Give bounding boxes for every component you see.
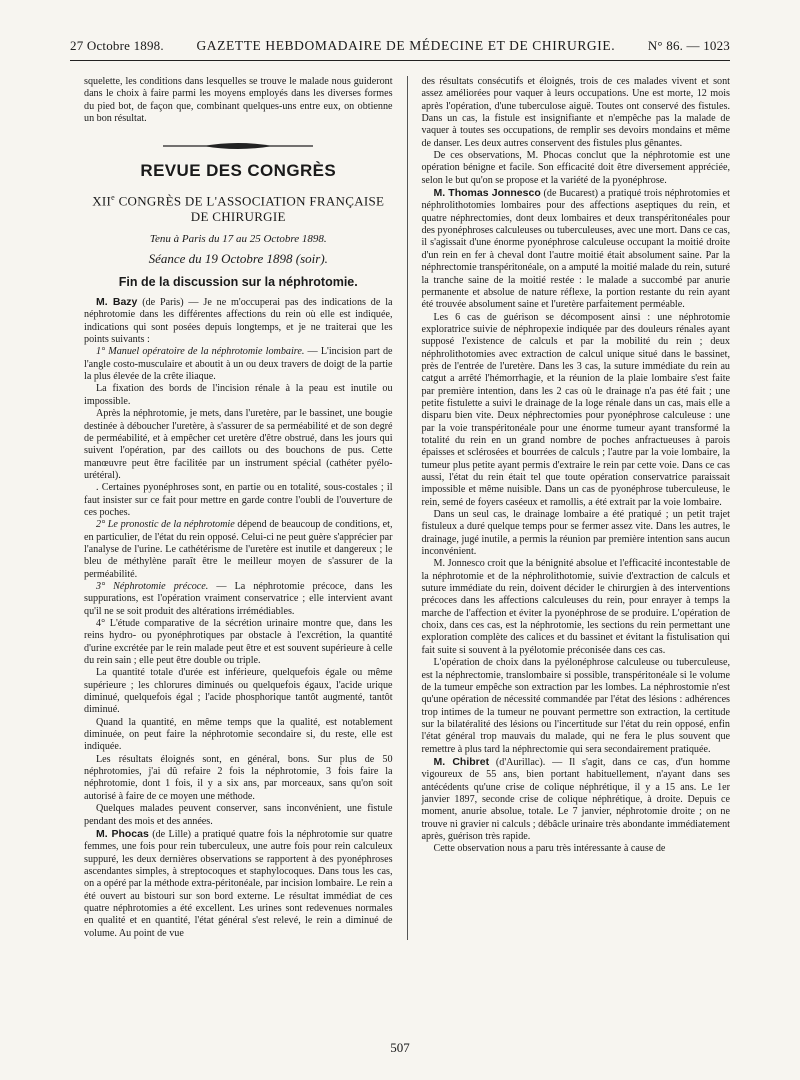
left-column [84, 76, 393, 940]
paragraph-fistule: Quelques malades peuvent conserver, sans inconvénient, une fistule pendant des mois et des années. [84, 803, 393, 827]
paragraph-chibret [421, 756, 730, 843]
paragraph-phocas [84, 828, 393, 940]
paragraph-text: dépend de beaucoup de conditions, et, en particulier, de l'état du rein opposé. Celui-ci ne peut guère s'apprécier par l'analyse de l'urine. Le cathétérisme de l'uretère est inutile et dangereux ; le bleu de méthylène paraît être le meilleur moyen de s'assurer de la perméabilité. [84, 519, 393, 580]
paragraph-text: — L'incision part de l'angle costo-musculaire et aboutit à un ou deux travers de doigt de la partie la plus élevée de la crête iliaque. [84, 346, 393, 383]
paragraph-guerison: Les 6 cas de guérison se décomposent ainsi : une néphrotomie exploratrice suivie de néphropexie indiquée par des douleurs rénales ayant supposé l'existence de calculs et par la mobilité du rein ; deux néphrolithotomies avec extraction de calcul unique situé dans le bassinet, près de l'entrée de l'uretère. Dans les 3 cas, la suture immédiate du rein au catgut a arrêté l'hémorrhagie, et la réunion de la plaie lombaire s'est faite par première intention, dans les 2 cas où le drainage n'a pas été fait ; une petite fistulette a suivi le drainage de la loge rénale dans un cas, mais elle a disparu bien vite. Deux néphrectomies pour pyonéphrose calculeuse : une par la voie transpéritonéale pour une énorme tumeur ayant transformé la totalité du rein en un grand nombre de poches anfractueuses à parois épaisses et sclérosées et bourrées de calculs ; l'autre par la voie lombaire, la tumeur plus petite ayant permis d'extraire le rein par cette voie. Dans ce cas aussi, l'état du rein était tel que toute opération conservatrice paraissait impossible et même nuisible. Dans un cas de pyonéphrose tuberculeuse, le rein, semé de foyers caséeux et ramollis, a été extrait par la voie lombaire. [421, 311, 730, 508]
section-title: REVUE DES CONGRÈS [140, 161, 337, 181]
right-column [421, 76, 730, 940]
ornament-rule-icon [163, 141, 313, 151]
paragraph-text: (de Lille) a pratiqué quatre fois la néphrotomie sur quatre femmes, une fois pour rein tuberculeux, une autre fois pour rein calculeux suppuré, les deux dernières observations se rapportent à des pyonéphroses ascendantes simples, à streptocoques et staphylocoques. Dans tous les cas, on a opéré par la méthode extra-péritonéale, par incision lombaire. Le rein a été ouvert au bistouri sur son bord externe. Le résultat immédiat de ces quatre néphrotomies a été excellent. Les urines sont redevenues normales en qualité et en quantité, l'état général s'est relevé, le rein a diminué de volume. Au point de vue [84, 828, 393, 939]
paragraph-resultats: Les résultats éloignés sont, en général, bons. Sur plus de 50 néphrotomies, j'ai dû refaire 2 fois la néphrotomie, 3 fois faire la néphrotomie, dont 1 fois, il y a six ans, par morceaux, sans qu'on soit autorisé à faire de ce moyen une méthode. [84, 753, 393, 802]
congress-place-date: Tenu à Paris du 17 au 25 Octobre 1898. [149, 233, 327, 246]
header-rule [70, 60, 730, 61]
paragraph-lead: 1° Manuel opératoire de la néphrotomie lombaire. [96, 346, 305, 358]
paragraph-pyonephroses: . Certaines pyonéphroses sont, en partie ou en totalité, sous-costales ; il faut insister sur ce fait pour mettre en garde contre l'oubli de l'ouverture de ces poches. [84, 482, 393, 518]
columns [84, 76, 730, 940]
issue-number: N° 86. — 1023 [647, 38, 730, 53]
paragraph-quantite: Quand la quantité, en même temps que la qualité, est notablement diminuée, on peut faire la néphrotomie secondaire si, du reste, elle est indiquée. [84, 716, 393, 753]
speaker-name: M. Chibret [433, 755, 490, 768]
paragraph-secretion: 4° L'étude comparative de la sécrétion urinaire montre que, dans les reins hydro- ou pyonéphrotiques par obstacle à l'excrétion, la quantité d'urine excrétée par le rein malade peut être et est souvent supérieure à celle du rein sain ; elle peut être double ou triple. [84, 618, 393, 667]
congress-name: CONGRÈS DE L'ASSOCIATION FRANÇAISE DE CHIRURGIE [115, 193, 385, 225]
speaker-name: M. Phocas [96, 827, 149, 840]
discussion-subtitle: Fin de la discussion sur la néphrotomie. [118, 274, 358, 289]
paragraph-continuation: des résultats consécutifs et éloignés, trois de ces malades vivent et sont assez améliorées pour vaquer à leurs occupations. Une est morte, 12 mois après l'opération, d'une tuberculose aiguë. Toutes ont conservé des fistules. Dans un cas, la fistule est insignifiante et n'empêche pas la malade de vaquer à toutes ses occupations, de remplir ses devoirs mondains et même de danser. Les deux autres conservent des fistules plus gênantes. [421, 76, 730, 149]
congress-title [84, 190, 393, 225]
journal-title: GAZETTE HEBDOMADAIRE DE MÉDECINE ET DE CHIRURGIE. [196, 38, 616, 53]
paragraph-bazy [84, 296, 393, 346]
paragraph-pronostic [84, 519, 393, 581]
paragraph-text: — La néphrotomie précoce, dans les suppurations, est l'opération vraiment conservatrice ; elle intervient avant qu'il ne se soit produit des altérations irrémédiables. [84, 580, 393, 617]
paragraph-fixation: La fixation des bords de l'incision rénale à la peau est inutile ou impossible. [84, 383, 393, 407]
paragraph-lead: 3° Néphrotomie précoce. [96, 580, 209, 592]
speaker-name: M. Thomas Jonnesco [433, 187, 541, 200]
paragraph-manuel [84, 346, 393, 383]
running-head [70, 38, 730, 54]
paragraph-text: (de Paris) — Je ne m'occuperai pas des indications de la néphrotomie dans les différentes affections du rein où elle est indiquée, indications qui sont posées depuis longtemps, et je ne traiterai que les points suivants : [84, 297, 393, 346]
paragraph-uree: La quantité totale d'urée est inférieure, quelquefois égale ou même supérieure ; les chlorures diminués ou quelquefois égaux, l'acide urique diminué, quelquefois égal ; l'acide phosphorique tantôt augmenté, tantôt diminué. [84, 667, 393, 716]
session-date: Séance du 19 Octobre 1898 (soir). [148, 251, 328, 267]
paragraph-lead: 2° Le pronostic de la néphrotomie [96, 519, 235, 531]
paragraph-text: (de Bucarest) a pratiqué trois néphrotomies et néphrolithotomies lombaires pour des affections aseptiques du rein, et quatre néphrectomies, dont deux lombaires et deux transpéritonéales pour des pyonéphroses calculeuses ou tuberculeuses, avec une mort. Dans ce cas, il s'agissait d'une énorme pyonéphrose calculeuse occupant la moitié droite d'un rein en fer à cheval dont l'autre moitié était absolument saine. Par la néphrectomie transpéritonéale, on a amputé la moitié malade du rein, suturé la tranche saine de la moitié restée : le malade a succombé par anurie permanente et absolue de nature réflexe, la portion restante du rein ayant été trouvée absolument saine et l'uretère parfaitement perméable. [421, 188, 730, 311]
paragraph-observation: Cette observation nous a paru très intéressante à cause de [433, 843, 666, 855]
intro-paragraph: squelette, les conditions dans lesquelles se trouve le malade nous guideront dans le choix à faire parmi les moyens employés dans les diverses formes du pied bot, de façon que, combinant quelques-uns entre eux, on obtienne un bon résultat. [84, 76, 393, 125]
congress-number-suffix: e [111, 192, 116, 202]
speaker-name: M. Bazy [96, 296, 138, 309]
paragraph-drainage: Dans un seul cas, le drainage lombaire a été pratiqué ; un petit trajet fistuleux a duré quelque temps pour se fermer assez vite. Dans les autres, le drainage, jugé inutile, a permis la réunion par première intention sans aucun inconvénient. [421, 509, 730, 558]
paragraph-choix: L'opération de choix dans la pyélonéphrose calculeuse ou tuberculeuse, est la néphrectomie, translombaire si possible, transpéritonéale si le volume de la tumeur empêche son extraction par les lombes. La néphrostomie n'est qu'une opération de nécessité commandée par l'état des lésions : adhérences trop intimes de la tumeur ne pouvant permettre son extraction, la certitude sur la bilatéralité des lésions ou l'incertitude sur l'état du rein opposé, enfin l'état général trop mauvais du malade, qui ne fera le plus souvent que remettre à plus tard la néphrectomie qui sera secondairement pratiquée. [421, 657, 730, 755]
ornament-divider [84, 141, 393, 151]
paragraph-jonnesco [421, 187, 730, 311]
paragraph-bougie: Après la néphrotomie, je mets, dans l'uretère, par le bassinet, une bougie destinée à déboucher l'uretère, à s'assurer de sa perméabilité et de son degré de perméabilité, et à empêcher cet uretère d'être obstrué, dans les jours qui suivent l'opération, par des caillots ou des bouchons de pus. Cette manœuvre peut être facilitée par un instrument spécial (cathéter pyélo-urétéral). [84, 408, 393, 481]
issue-date: 27 Octobre 1898. [70, 38, 164, 53]
column-rule [407, 76, 408, 940]
page-number: 507 [390, 1040, 410, 1055]
paragraph-precoce [84, 581, 393, 618]
paragraph-phocas-conclusion: De ces observations, M. Phocas conclut que la néphrotomie est une opération bénigne et facile. Son efficacité doit être diversement appréciée, selon le but qu'on se propose et la variété de la pyonéphrose. [421, 150, 730, 186]
congress-number: XII [92, 193, 112, 209]
paragraph-jonnesco-opinion: M. Jonnesco croit que la bénignité absolue et l'efficacité incontestable de la néphrotomie et de la néphrolithotomie, suivie d'extraction de calculs et suture immédiate du rein, doivent décider le chirurgien à des interventions précoces dans les affections calculeuses du rein, pour enrayer à temps la marche de l'affection et éviter la pyonéphrose de se produire. L'opération de choix, dans ces cas, est la néphrotomie, les sections du rein permettant une exploration complète des calices et du bassinet et évitant la fistulisation qui fait suite si souvent à la pyélotomie préconisée dans ces cas. [421, 558, 730, 656]
paragraph-text: (d'Aurillac). — Il s'agit, dans ce cas, d'un homme vigoureux de 55 ans, bien portant habituellement, n'ayant dans ses antécédents qu'une crise de colique néphrétique, il y a 15 ans. Le 1er janvier 1897, seconde crise de colique néphrétique, à droite. Depuis ce moment, anurie absolue, totale. Le 7 janvier, néphrotomie droite ; on ne trouve ni gravier ni calculs ; débâcle urinaire très abondante immédiatement après, guérison très rapide. [421, 756, 730, 842]
